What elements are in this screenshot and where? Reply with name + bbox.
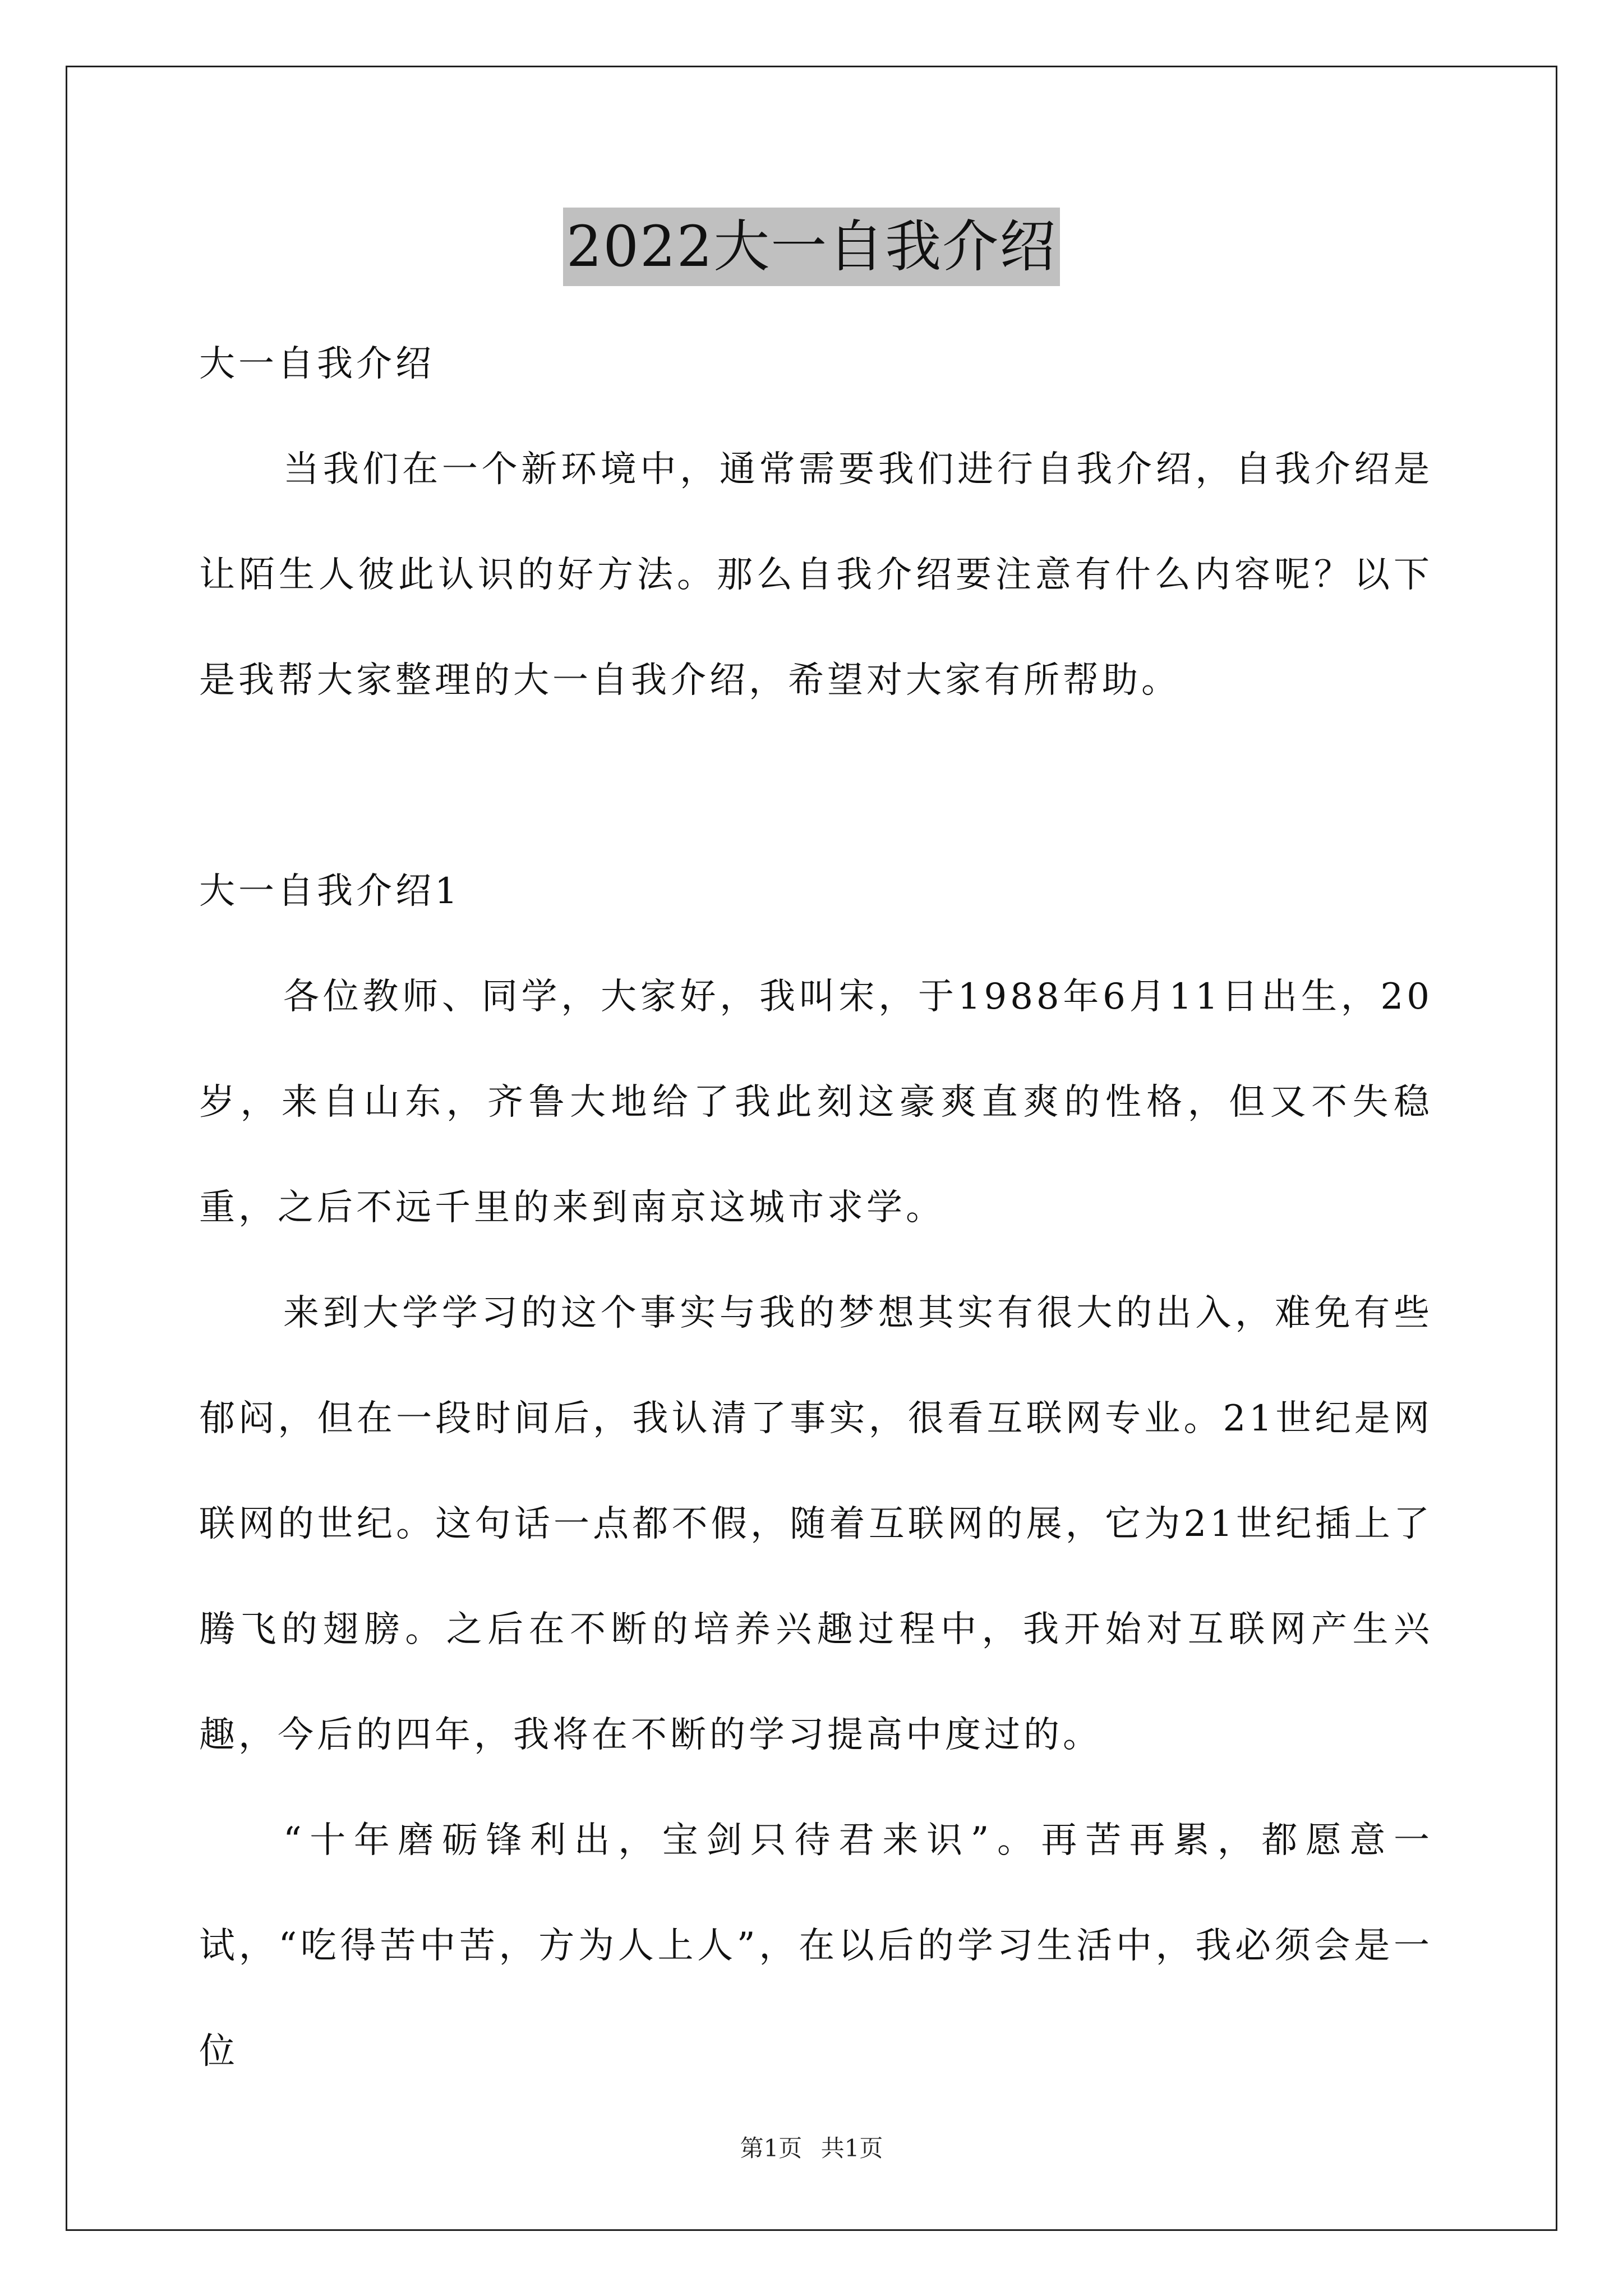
body-paragraph: “十年磨砺锋利出，宝剑只待君来识”。再苦再累，都愿意一试，“吃得苦中苦，方为人上人”，在以后的学习生活中，我必须会是一位 (199, 1820, 1433, 2072)
document-body (199, 311, 1433, 2104)
blank-line (199, 733, 1433, 839)
document-title: 2022大一自我介绍 (563, 208, 1061, 286)
body-paragraph: 各位教师、同学，大家好，我叫宋，于1988年6月11日出生，20岁，来自山东，齐鲁大地给了我此刻这豪爽直爽的性格，但又不失稳重，之后不远千里的来到南京这城市求学。 (199, 976, 1433, 1228)
title-container (0, 208, 1623, 286)
body-paragraph: 来到大学学习的这个事实与我的梦想其实有很大的出入，难免有些郁闷，但在一段时间后，我认清了事实，很看互联网专业。21世纪是网联网的世纪。这句话一点都不假，随着互联网的展，它为21世纪插上了腾飞的翅膀。之后在不断的培养兴趣过程中，我开始对互联网产生兴趣，今后的四年，我将在不断的学习提高中度过的。 (199, 1292, 1433, 1756)
page-total: 共1页 (820, 2134, 883, 2162)
page-number: 第1页 (740, 2134, 803, 2162)
main-heading: 大一自我介绍 (199, 343, 435, 385)
page-footer (0, 2132, 1623, 2165)
intro-paragraph: 当我们在一个新环境中，通常需要我们进行自我介绍，自我介绍是让陌生人彼此认识的好方法。那么自我介绍要注意有什么内容呢？以下是我帮大家整理的大一自我介绍，希望对大家有所帮助。 (199, 449, 1433, 701)
section-heading: 大一自我介绍1 (199, 871, 461, 912)
